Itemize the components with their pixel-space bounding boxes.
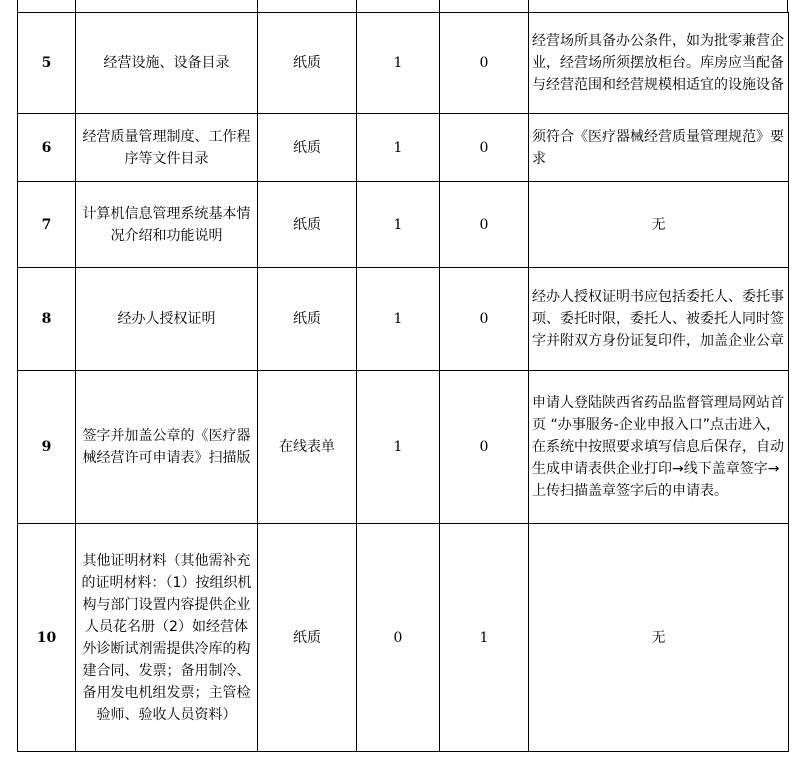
- table-row: [18, 524, 789, 752]
- material-name: 其他证明材料（其他需补充的证明材料：（1）按组织机构与部门设置内容提供企业人员花名册（2）如经营体外诊断试剂需提供冷库的构建合同、发票；备用制冷、备用发电机组发票；主管检验师、验收人员资料）: [76, 524, 258, 752]
- materials-table: [17, 12, 789, 752]
- top-border-stub: [356, 0, 357, 12]
- table-row: [18, 268, 789, 371]
- top-border-stub: [439, 0, 440, 12]
- top-border-stub: [17, 0, 18, 12]
- table-row: [18, 114, 789, 182]
- requirement-note: 经营场所具备办公条件，如为批零兼营企业，经营场所须摆放柜台。库房应当配备与经营范围和经营规模相适宜的设施设备: [529, 13, 789, 114]
- top-border-stub: [75, 0, 76, 12]
- material-form: 纸质: [258, 13, 357, 114]
- material-name: 经办人授权证明: [76, 268, 258, 371]
- copy-count: 0: [440, 182, 529, 268]
- requirement-note: 申请人登陆陕西省药品监督管理局网站首页 “办事服务-企业申报入口”点击进入，在系统中按照要求填写信息后保存，自动生成申请表供企业打印→线下盖章签字→上传扫描盖章签字后的申请表。: [529, 371, 789, 524]
- top-border-stub: [528, 0, 529, 12]
- row-number: 8: [18, 268, 76, 371]
- requirement-note: 无: [529, 182, 789, 268]
- original-count: 1: [357, 268, 440, 371]
- requirement-note: 须符合《医疗器械经营质量管理规范》要求: [529, 114, 789, 182]
- table-row: [18, 371, 789, 524]
- material-form: 纸质: [258, 268, 357, 371]
- original-count: 1: [357, 182, 440, 268]
- material-name: 经营质量管理制度、工作程序等文件目录: [76, 114, 258, 182]
- material-form: 纸质: [258, 524, 357, 752]
- original-count: 1: [357, 371, 440, 524]
- copy-count: 1: [440, 524, 529, 752]
- original-count: 0: [357, 524, 440, 752]
- table-row: [18, 13, 789, 114]
- material-name: 经营设施、设备目录: [76, 13, 258, 114]
- copy-count: 0: [440, 371, 529, 524]
- copy-count: 0: [440, 114, 529, 182]
- material-name: 签字并加盖公章的《医疗器械经营许可申请表》扫描版: [76, 371, 258, 524]
- top-border-stub: [257, 0, 258, 12]
- copy-count: 0: [440, 268, 529, 371]
- material-form: 纸质: [258, 114, 357, 182]
- table-row: [18, 182, 789, 268]
- row-number: 10: [18, 524, 76, 752]
- material-form: 在线表单: [258, 371, 357, 524]
- row-number: 9: [18, 371, 76, 524]
- row-number: 5: [18, 13, 76, 114]
- original-count: 1: [357, 13, 440, 114]
- requirement-note: 经办人授权证明书应包括委托人、委托事项、委托时限，委托人、被委托人同时签字并附双方身份证复印件，加盖企业公章: [529, 268, 789, 371]
- top-border-stub: [787, 0, 788, 12]
- material-name: 计算机信息管理系统基本情况介绍和功能说明: [76, 182, 258, 268]
- original-count: 1: [357, 114, 440, 182]
- copy-count: 0: [440, 13, 529, 114]
- material-form: 纸质: [258, 182, 357, 268]
- requirement-note: 无: [529, 524, 789, 752]
- row-number: 7: [18, 182, 76, 268]
- row-number: 6: [18, 114, 76, 182]
